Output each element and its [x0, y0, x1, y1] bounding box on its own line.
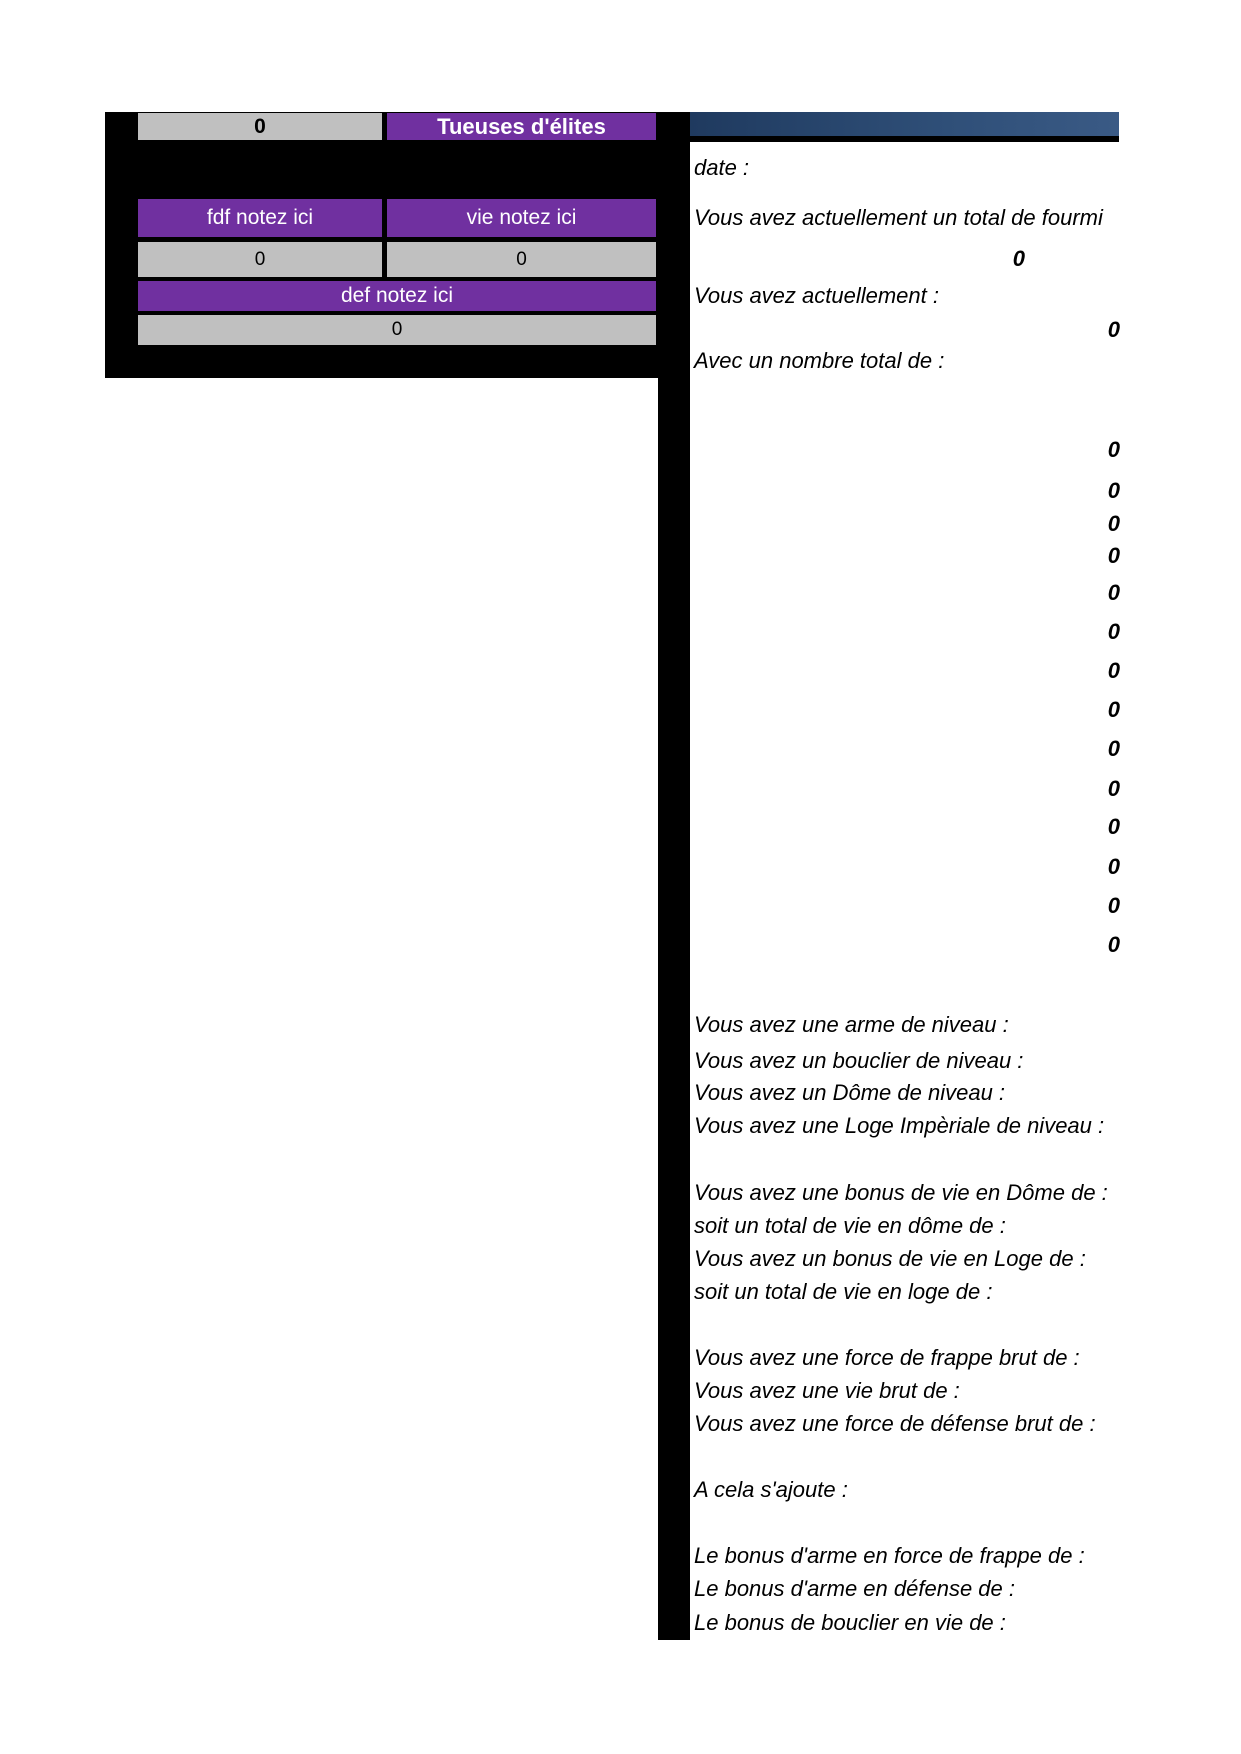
- unit-value: 0: [1107, 619, 1120, 644]
- unit-value: 0: [1107, 814, 1120, 839]
- bouclier-niveau-label: Vous avez un bouclier de niveau :: [694, 1048, 1024, 1073]
- unit-value: 0: [1107, 893, 1120, 918]
- total-vie-loge-label: soit un total de vie en loge de :: [694, 1279, 993, 1304]
- vie-input[interactable]: 0: [387, 242, 656, 277]
- def-label: def notez ici: [138, 281, 656, 311]
- total-vie-dome-label: soit un total de vie en dôme de :: [694, 1213, 1006, 1238]
- actuellement-value: 0: [1107, 317, 1120, 342]
- nombre-total-label: Avec un nombre total de :: [694, 348, 945, 373]
- vie-brut-label: Vous avez une vie brut de :: [694, 1378, 960, 1403]
- bonus-arme-frappe-label: Le bonus d'arme en force de frappe de :: [694, 1543, 1085, 1568]
- force-frappe-brut-label: Vous avez une force de frappe brut de :: [694, 1345, 1080, 1370]
- unit-value: 0: [1107, 776, 1120, 801]
- unit-value: 0: [1107, 511, 1120, 536]
- column-divider: [658, 112, 690, 1640]
- defense-brut-label: Vous avez une force de défense brut de :: [694, 1411, 1096, 1436]
- def-input[interactable]: 0: [138, 315, 656, 345]
- header-bar: [690, 112, 1119, 136]
- unit-value: 0: [1107, 854, 1120, 879]
- unit-value: 0: [1107, 932, 1120, 957]
- ajoute-label: A cela s'ajoute :: [694, 1477, 848, 1502]
- unit-value: 0: [1107, 658, 1120, 683]
- fdf-label: fdf notez ici: [138, 199, 382, 237]
- bonus-vie-dome-label: Vous avez une bonus de vie en Dôme de :: [694, 1180, 1108, 1205]
- unit-value: 0: [1107, 580, 1120, 605]
- fdf-input[interactable]: 0: [138, 242, 382, 277]
- header-underline: [690, 136, 1119, 142]
- top-value-cell[interactable]: 0: [138, 113, 382, 140]
- total-fourmis-value: 0: [1012, 246, 1025, 271]
- unit-value: 0: [1107, 736, 1120, 761]
- loge-niveau-label: Vous avez une Loge Impèriale de niveau :: [694, 1113, 1105, 1138]
- actuellement-label: Vous avez actuellement :: [694, 283, 939, 308]
- unit-value: 0: [1107, 437, 1120, 462]
- vie-label: vie notez ici: [387, 199, 656, 237]
- unit-value: 0: [1107, 543, 1120, 568]
- arme-niveau-label: Vous avez une arme de niveau :: [694, 1012, 1009, 1037]
- date-label: date :: [694, 155, 750, 180]
- bonus-arme-defense-label: Le bonus d'arme en défense de :: [694, 1576, 1015, 1601]
- dome-niveau-label: Vous avez un Dôme de niveau :: [694, 1080, 1006, 1105]
- bonus-vie-loge-label: Vous avez un bonus de vie en Loge de :: [694, 1246, 1086, 1271]
- total-fourmis-label: Vous avez actuellement un total de fourmi: [694, 205, 1103, 230]
- tueuses-elites-title: Tueuses d'élites: [387, 113, 656, 140]
- unit-value: 0: [1107, 478, 1120, 503]
- unit-value: 0: [1107, 697, 1120, 722]
- bonus-bouclier-vie-label: Le bonus de bouclier en vie de :: [694, 1610, 1006, 1635]
